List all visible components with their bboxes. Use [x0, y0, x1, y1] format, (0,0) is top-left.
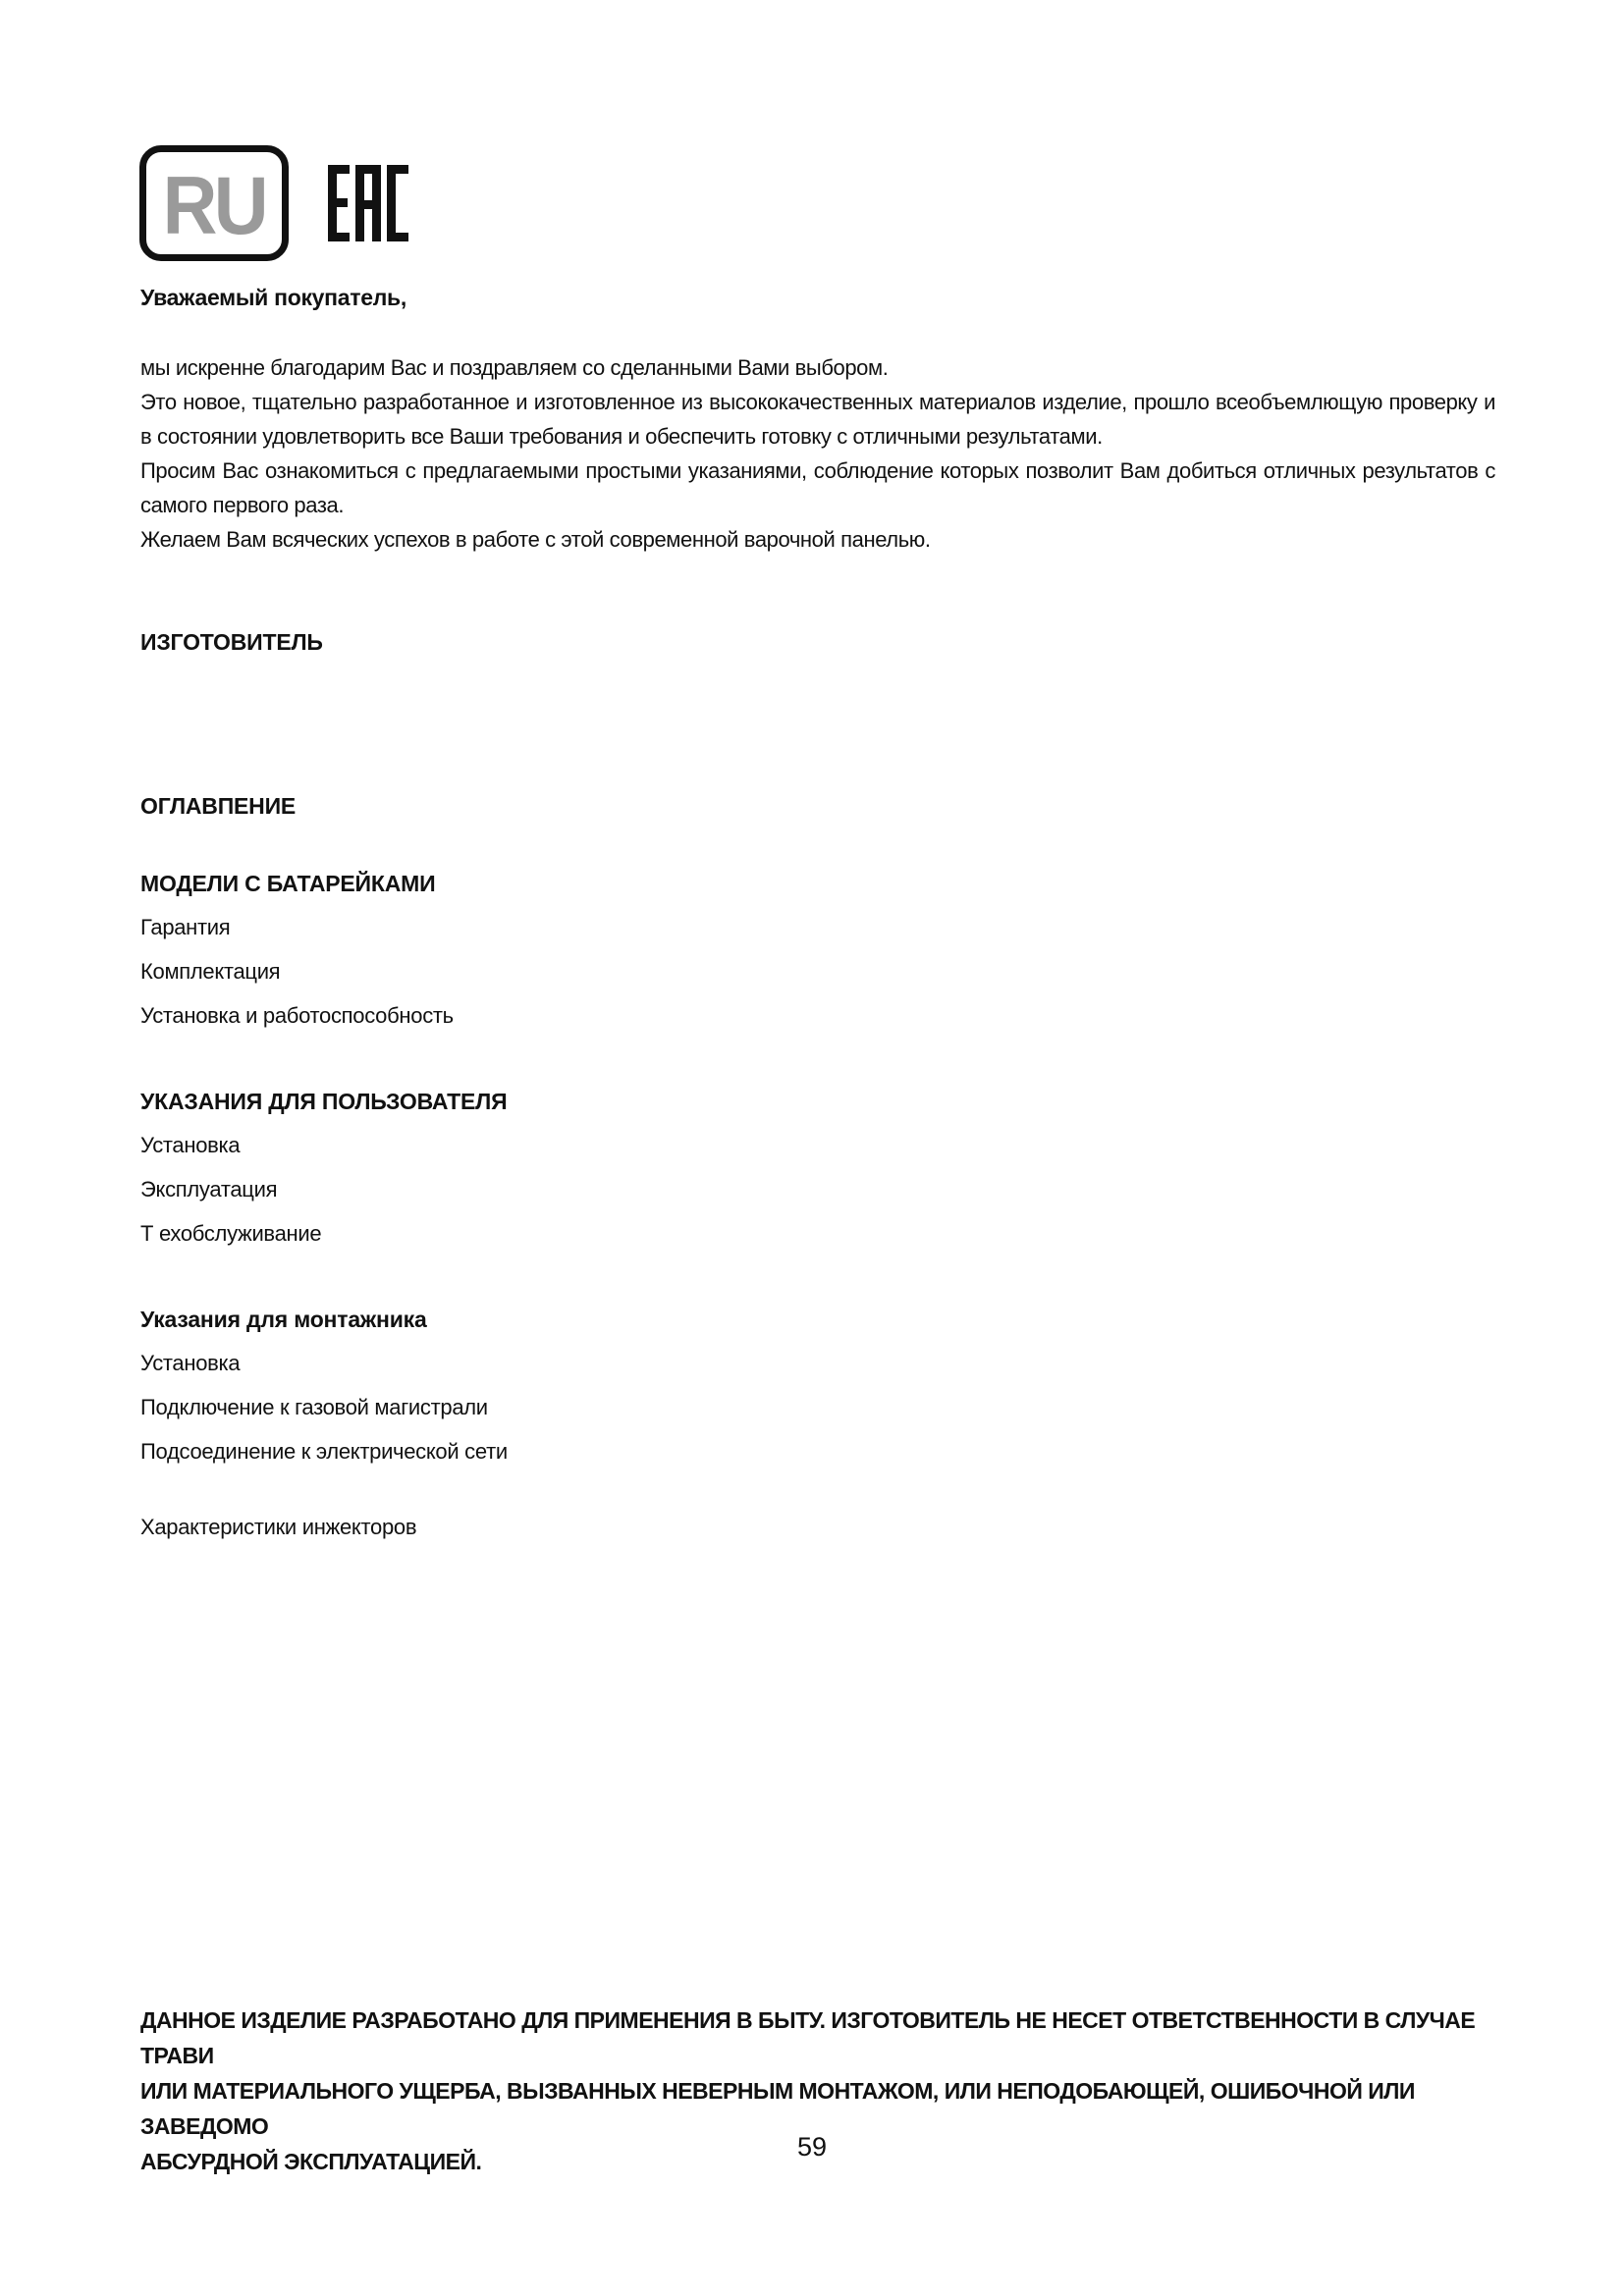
toc-item: Установка: [140, 1133, 241, 1157]
disclaimer-line: ДАННОЕ ИЗДЕЛИЕ РАЗРАБОТАНО ДЛЯ ПРИМЕНЕНИЯ В БЫТУ. ИЗГОТОВИТЕЛЬ НЕ НЕСЕТ ОТВЕТСТВЕННОСТИ В СЛУЧАЕ ТРАВИ: [140, 2007, 1476, 2068]
toc-item: Т ехобслуживание: [140, 1221, 322, 1246]
disclaimer-line: ИЛИ МАТЕРИАЛЬНОГО УЩЕРБА, ВЫЗВАННЫХ НЕВЕРНЫМ МОНТАЖОМ, ИЛИ НЕПОДОБАЮЩЕЙ, ОШИБОЧНОЙ ИЛИ ЗАВЕДОМО: [140, 2078, 1415, 2139]
greeting: Уважаемый покупатель,: [140, 285, 406, 310]
toc-item: Установка и работоспособность: [140, 1003, 454, 1028]
toc-section: [140, 1089, 1495, 1255]
eac-certification-logo: [328, 165, 408, 241]
toc-section-heading: Указания для монтажника: [140, 1307, 427, 1332]
certification-logos: [139, 145, 408, 261]
disclaimer-line: АБСУРДНОЙ ЭКСПЛУАТАЦИЕЙ.: [140, 2149, 482, 2174]
intro-paragraph: Желаем Вам всяческих успехов в работе с этой современной варочной панелью.: [140, 527, 931, 552]
intro-text: [140, 350, 1495, 557]
intro-paragraph: Это новое, тщательно разработанное и изготовленное из высококачественных материалов изделие, прошло всеобъемлющую проверку и в состоянии удовлетворить все Ваши требования и обеспечить готовку с отличными результатами.: [140, 390, 1495, 449]
svg-text:RU: RU: [162, 160, 265, 247]
intro-paragraph: Просим Вас ознакомиться с предлагаемыми простыми указаниями, соблюдение которых позволит Вам добиться отличных результатов с самого первого раза.: [140, 458, 1495, 517]
ru-certification-logo: [139, 145, 289, 261]
toc-title: ОГЛАВПЕНИЕ: [140, 793, 297, 819]
toc-item: Гарантия: [140, 915, 231, 939]
toc-item-injectors: Характеристики инжекторов: [140, 1515, 417, 1539]
intro-paragraph: мы искренне благодарим Вас и поздравляем со сделанными Вами выбором.: [140, 355, 889, 380]
eac-mark-icon: [328, 165, 408, 241]
toc-item: Установка: [140, 1351, 241, 1375]
ru-mark-icon: [155, 159, 273, 247]
toc-item: Подсоединение к электрической сети: [140, 1439, 508, 1464]
toc-item: Комплектация: [140, 959, 281, 984]
toc-section: [140, 1307, 1495, 1473]
page-number: 59: [796, 2132, 828, 2162]
toc-item: Эксплуатация: [140, 1177, 278, 1201]
toc-section-heading: УКАЗАНИЯ ДЛЯ ПОЛЬЗОВАТЕЛЯ: [140, 1089, 508, 1114]
toc-section-heading: МОДЕЛИ С БАТАРЕЙКАМИ: [140, 871, 436, 896]
toc-item: Подключение к газовой магистрали: [140, 1395, 488, 1419]
toc-section: [140, 871, 1495, 1038]
page-content: [140, 285, 1495, 1540]
manufacturer-heading: ИЗГОТОВИТЕЛЬ: [140, 629, 323, 655]
